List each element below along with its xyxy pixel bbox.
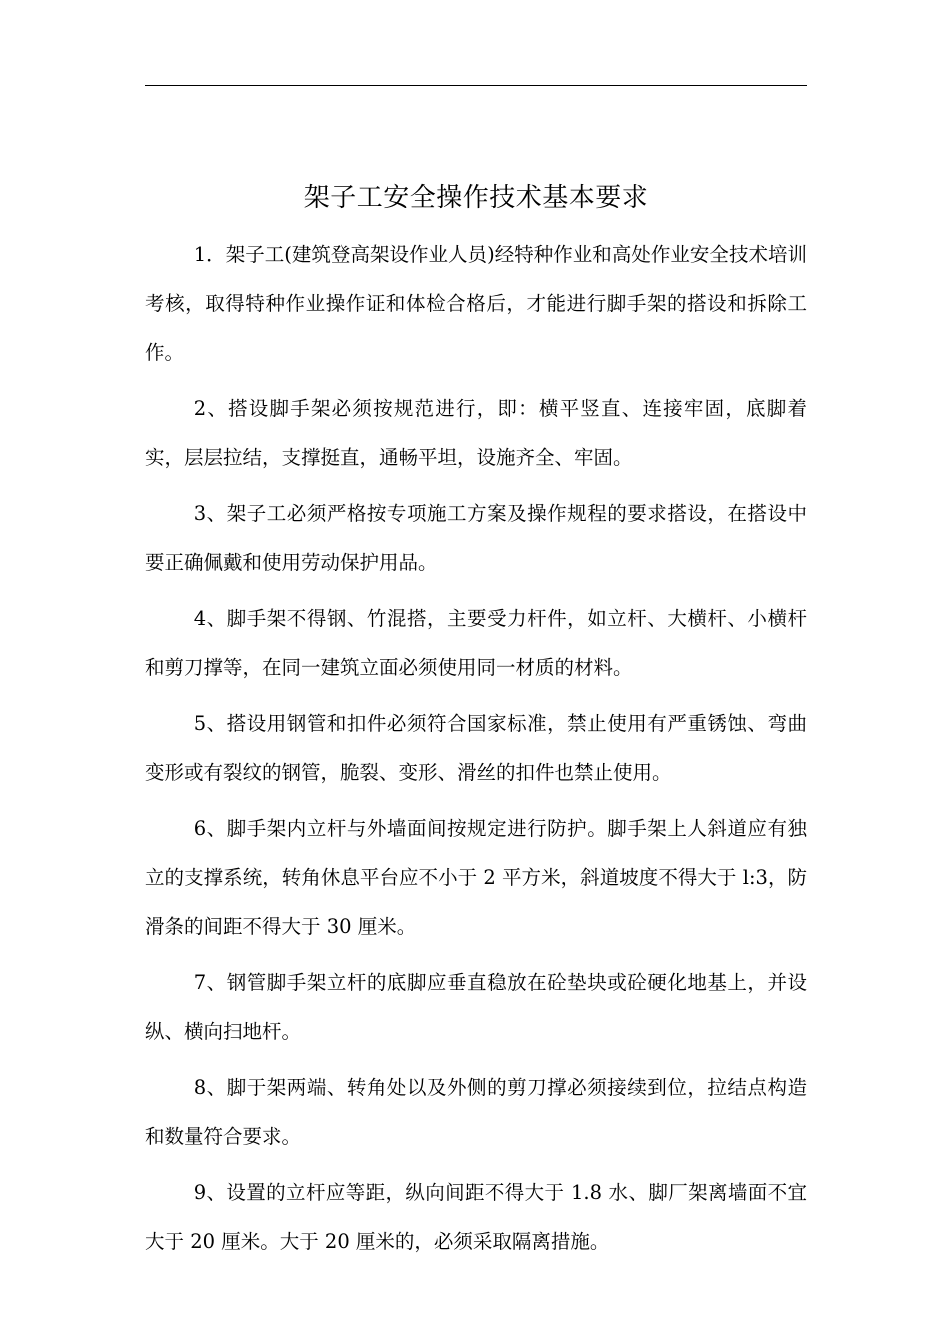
document-title: 架子工安全操作技术基本要求 [303,183,649,213]
header-rule [145,85,807,86]
paragraph-1: 1．架子工(建筑登高架设作业人员)经特种作业和高处作业安全技术培训考核，取得特种作业操作证和体检合格后，才能进行脚手架的搭设和拆除工作。 [145,243,807,364]
paragraph-8: 8、脚于架两端、转角处以及外侧的剪刀撑必须接续到位，拉结点构造和数量符合要求。 [145,1076,807,1148]
paragraph-6: 6、脚手架内立杆与外墙面间按规定进行防护。脚手架上人斜道应有独立的支撑系统，转角休息平台应不小于 2 平方米，斜道坡度不得大于 l:3，防滑条的间距不得大于 30 厘米。 [145,817,807,938]
paragraph-4: 4、脚手架不得钢、竹混搭，主要受力杆件，如立杆、大横杆、小横杆和剪刀撑等，在同一建筑立面必须使用同一材质的材料。 [145,607,807,679]
paragraph-3: 3、架子工必须严格按专项施工方案及操作规程的要求搭设，在搭设中要正确佩戴和使用劳动保护用品。 [145,502,807,574]
paragraph-5: 5、搭设用钢管和扣件必须符合国家标准，禁止使用有严重锈蚀、弯曲变形或有裂纹的钢管，脆裂、变形、滑丝的扣件也禁止使用。 [145,712,807,784]
paragraph-2: 2、搭设脚手架必须按规范进行，即：横平竖直、连接牢固，底脚着实，层层拉结，支撑挺直，通畅平坦，设施齐全、牢固。 [145,397,807,469]
paragraph-9: 9、设置的立杆应等距，纵向间距不得大于 1.8 水、脚厂架离墙面不宜大于 20 厘米。大于 20 厘米的，必须采取隔离措施。 [145,1181,807,1253]
document-body [145,230,807,1273]
paragraph-7: 7、钢管脚手架立杆的底脚应垂直稳放在砼垫块或砼硬化地基上，并设纵、横向扫地杆。 [145,971,807,1043]
